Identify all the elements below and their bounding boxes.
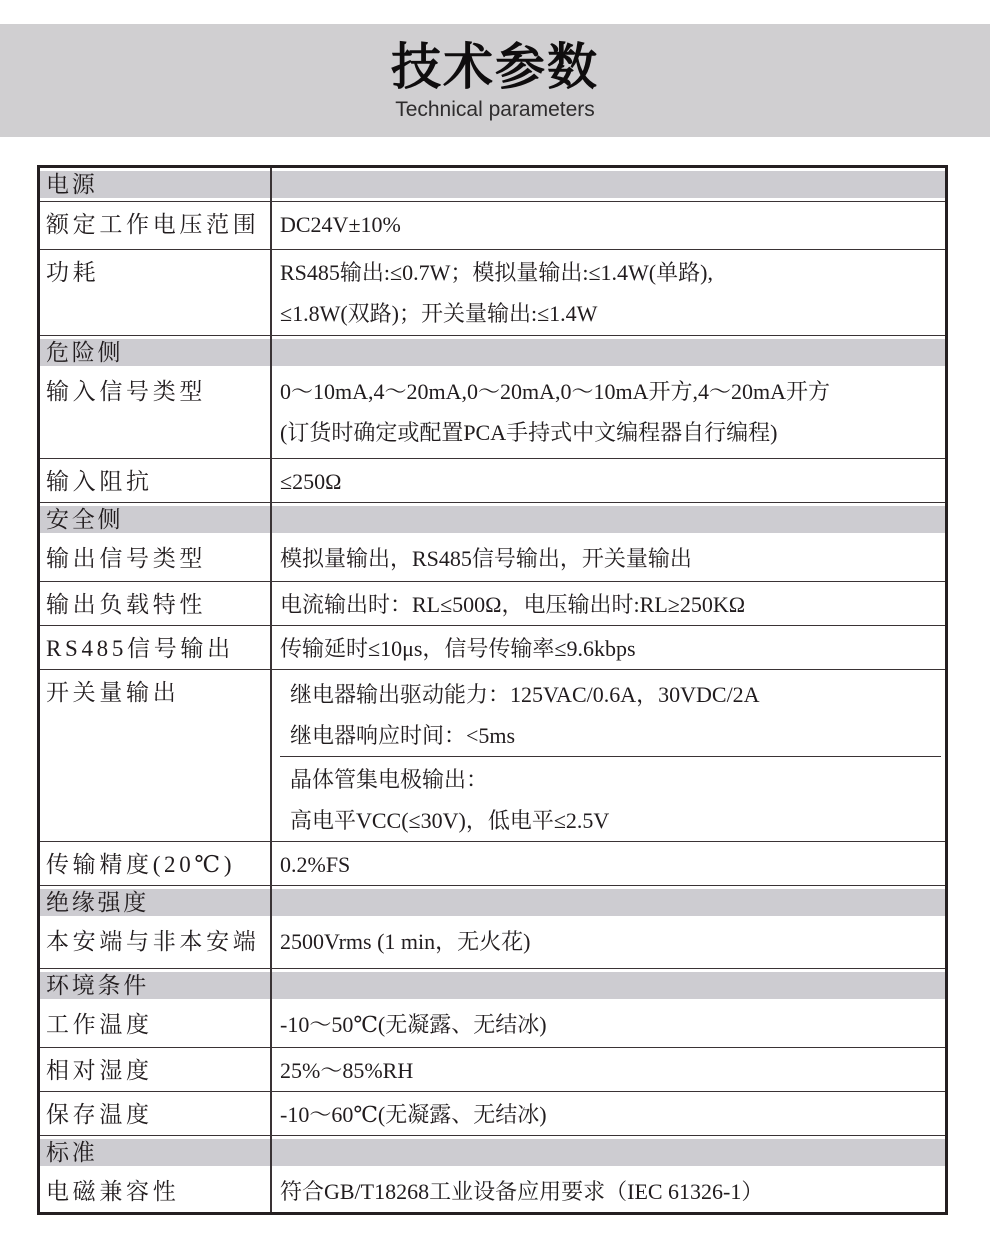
param-value: 模拟量输出，RS485信号输出，开关量输出: [280, 546, 692, 571]
param-value: ≤250Ω: [280, 469, 342, 494]
row-emc: [40, 1169, 945, 1212]
section-label: 绝缘强度: [40, 889, 945, 916]
row-relative-humidity: [40, 1048, 945, 1092]
row-output-signal-type: [40, 536, 945, 582]
row-output-load: [40, 582, 945, 626]
param-value: 高电平VCC(≤30V)，低电平≤2.5V: [290, 808, 610, 833]
section-row-environment: [40, 969, 945, 1002]
section-row-standard: [40, 1136, 945, 1169]
section-row-safe-side: [40, 503, 945, 536]
param-value: 电流输出时：RL≤500Ω，电压输出时:RL≥250KΩ: [280, 592, 746, 617]
param-value: 2500Vrms (1 min，无火花): [280, 929, 531, 954]
param-value: RS485输出:≤0.7W；模拟量输出:≤1.4W(单路),: [280, 260, 713, 285]
param-value: -10～50℃(无凝露、无结冰): [280, 1012, 547, 1037]
param-label: 工作温度: [46, 1012, 153, 1037]
row-rs485-signal-output: [40, 626, 945, 670]
param-label: 传输精度(20℃): [46, 852, 236, 877]
row-transmission-accuracy: [40, 842, 945, 886]
section-label: 电源: [40, 171, 945, 198]
param-label: 保存温度: [46, 1102, 153, 1127]
section-label: 安全侧: [40, 506, 945, 533]
param-label: 本安端与非本安端: [46, 929, 260, 954]
param-value: DC24V±10%: [280, 212, 401, 237]
section-label: 环境条件: [40, 972, 945, 999]
section-row-power: [40, 168, 945, 202]
section-row-insulation-strength: [40, 886, 945, 919]
param-label: 电磁兼容性: [46, 1179, 180, 1204]
section-row-hazardous-side: [40, 336, 945, 369]
row-storage-temperature: [40, 1092, 945, 1136]
param-label: 输出信号类型: [46, 546, 207, 571]
switch-output-relay-group: [280, 672, 941, 756]
param-value: 0.2%FS: [280, 852, 351, 877]
param-label: 输入阻抗: [46, 469, 153, 494]
param-value: 符合GB/T18268工业设备应用要求（IEC 61326-1）: [280, 1179, 764, 1204]
row-power-consumption: [40, 250, 945, 336]
param-value: ≤1.8W(双路)；开关量输出:≤1.4W: [280, 301, 598, 326]
section-label: 标准: [40, 1139, 945, 1166]
title-band: [0, 24, 990, 137]
param-value: 晶体管集电极输出：: [290, 767, 489, 792]
row-input-signal-type: [40, 369, 945, 459]
row-rated-voltage-range: [40, 202, 945, 250]
page-title: 技术参数: [391, 38, 599, 95]
switch-output-transistor-group: [280, 756, 941, 841]
param-value: -10～60℃(无凝露、无结冰): [280, 1102, 547, 1127]
param-value: 继电器输出驱动能力：125VAC/0.6A，30VDC/2A: [290, 682, 760, 707]
row-switch-output: [40, 670, 945, 842]
spec-table: [37, 165, 948, 1215]
row-is-vs-nonis-terminal: [40, 919, 945, 969]
param-label: 相对湿度: [46, 1058, 153, 1083]
param-label: 额定工作电压范围: [46, 212, 260, 237]
column-divider: [270, 168, 272, 1212]
param-value: 25%～85%RH: [280, 1058, 414, 1083]
param-value: 传输延时≤10μs，信号传输率≤9.6kbps: [280, 636, 636, 661]
row-working-temperature: [40, 1002, 945, 1048]
param-value: 0～10mA,4～20mA,0～20mA,0～10mA开方,4～20mA开方: [280, 379, 831, 404]
section-label: 危险侧: [40, 339, 945, 366]
param-label: 功耗: [46, 260, 100, 285]
param-value: 继电器响应时间：<5ms: [290, 723, 516, 748]
row-input-impedance: [40, 459, 945, 503]
param-label: 输入信号类型: [46, 379, 207, 404]
page-subtitle: Technical parameters: [395, 97, 595, 121]
param-label: 输出负载特性: [46, 592, 207, 617]
param-label: RS485信号输出: [46, 636, 234, 661]
param-value: (订货时确定或配置PCA手持式中文编程器自行编程): [280, 420, 778, 445]
param-label: 开关量输出: [46, 680, 180, 705]
